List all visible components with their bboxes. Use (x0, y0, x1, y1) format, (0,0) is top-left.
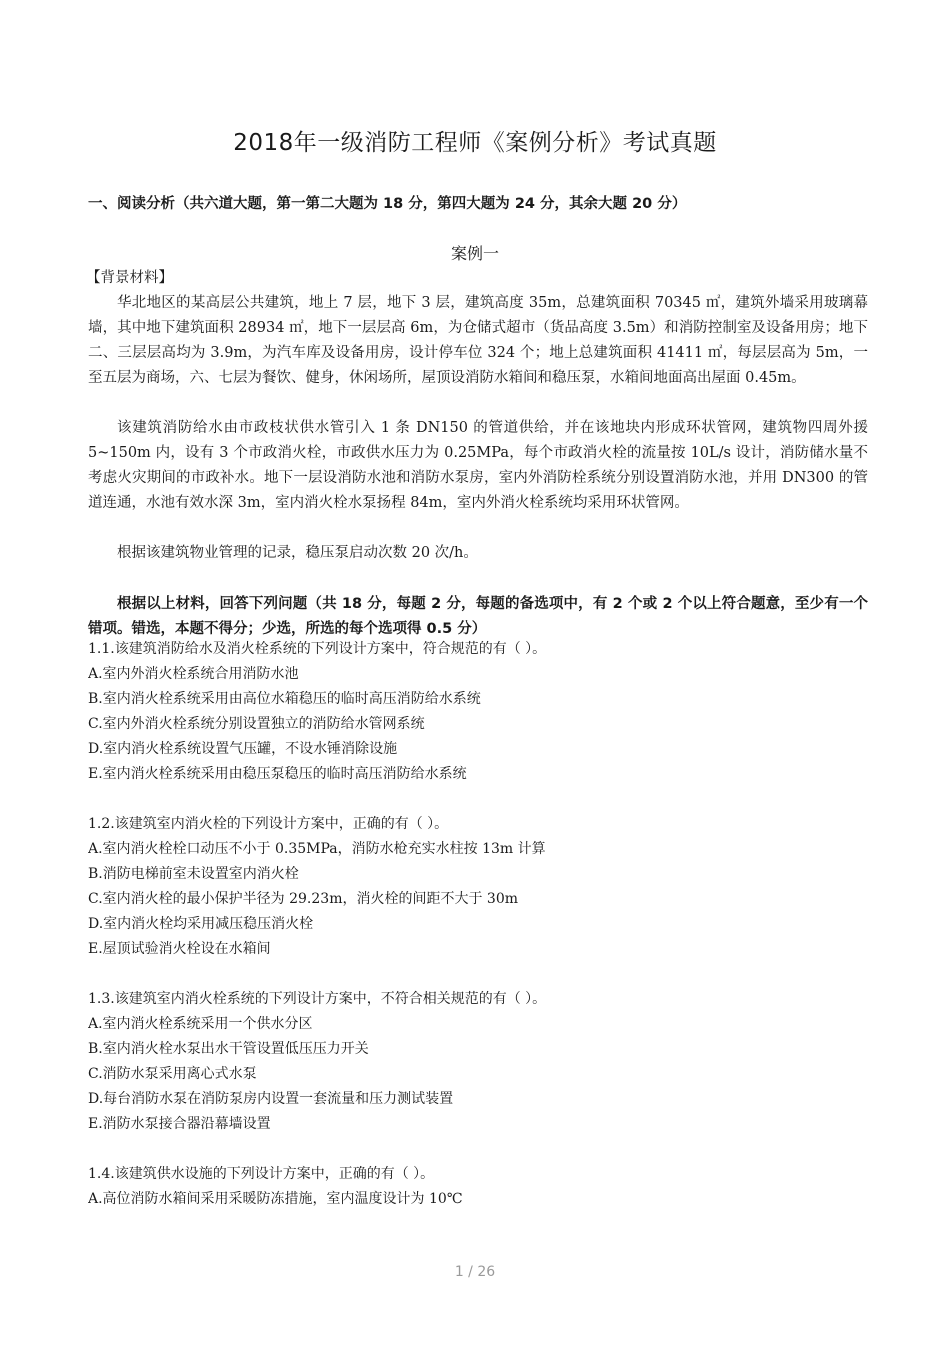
answer-option: D.室内消火栓系统设置气压罐，不设水锤消除设施 (88, 741, 398, 757)
page-title: 2018年一级消防工程师《案例分析》考试真题 (233, 130, 717, 156)
background-paragraph: 根据该建筑物业管理的记录，稳压泵启动次数 20 次/h。 (117, 545, 478, 561)
page-number: 1 / 26 (454, 1264, 496, 1280)
question-1-2 (88, 812, 868, 962)
question-instruction: 根据以上材料，回答下列问题（共 18 分，每题 2 分，每题的备选项中，有 2 个或 2 个以上符合题意，至少有一个错项。错选，本题不得分；少选，所选的每个选项得 0.5 分） (88, 596, 868, 637)
background-paragraph: 华北地区的某高层公共建筑，地上 7 层，地下 3 层，建筑高度 35m，总建筑面积 70345 ㎡，建筑外墙采用玻璃幕墙，其中地下建筑面积 28934 ㎡，地下一层层高 6m，为仓储式超市（货品高度 3.5m）和消防控制室及设备用房；地下二、三层层高均为 3.9m，为汽车库及设备用房，设计停车位 324 个；地上总建筑面积 41411 ㎡，每层层高为 5m，一至五层为商场，六、七层为餐饮、健身，休闲场所，屋顶设消防水箱间和稳压泵，水箱间地面高出屋面 0.45m。 (88, 295, 868, 386)
background-paragraph: 该建筑消防给水由市政枝状供水管引入 1 条 DN150 的管道供给，并在该地块内形成环状管网，建筑物四周外援 5~150m 内，设有 3 个市政消火栓，市政供水压力为 0.25MPa，每个市政消火栓的流量按 10L/s 设计，消防储水量不考虑火灾期间的市政补水。地下一层设消防水池和消防水泵房，室内外消防栓系统分别设置消防水池，并用 DN300 的管道连通，水池有效水深 3m，室内消火栓水泵扬程 84m，室内外消火栓系统均采用环状管网。 (88, 420, 868, 511)
answer-option: A.室内消火栓栓口动压不小于 0.35MPa，消防水枪充实水柱按 13m 计算 (88, 841, 546, 857)
answer-option: E.屋顶试验消火栓设在水箱间 (88, 941, 271, 957)
question-1-3 (88, 987, 868, 1137)
answer-option: A.室内外消火栓系统合用消防水池 (88, 666, 299, 682)
question-stem: 1.1.该建筑消防给水及消火栓系统的下列设计方案中，符合规范的有（ ）。 (88, 641, 547, 657)
answer-option: C.室内外消火栓系统分别设置独立的消防给水管网系统 (88, 716, 425, 732)
answer-option: A.室内消火栓系统采用一个供水分区 (88, 1016, 313, 1032)
case-title: 案例一 (450, 244, 499, 263)
answer-option: B.室内消火栓水泵出水干管设置低压压力开关 (88, 1041, 369, 1057)
question-1-4 (88, 1162, 868, 1212)
question-stem: 1.4.该建筑供水设施的下列设计方案中，正确的有（ ）。 (88, 1166, 435, 1182)
answer-option: D.室内消火栓均采用减压稳压消火栓 (88, 916, 314, 932)
question-stem: 1.2.该建筑室内消火栓的下列设计方案中，正确的有（ ）。 (88, 816, 449, 832)
background-label: 【背景材料】 (86, 270, 173, 286)
answer-option: D.每台消防水泵在消防泵房内设置一套流量和压力测试装置 (88, 1091, 454, 1107)
answer-option: B.室内消火栓系统采用由高位水箱稳压的临时高压消防给水系统 (88, 691, 481, 707)
answer-option: C.消防水泵采用离心式水泵 (88, 1066, 257, 1082)
question-stem: 1.3.该建筑室内消火栓系统的下列设计方案中，不符合相关规范的有（ ）。 (88, 991, 547, 1007)
answer-option: E.消防水泵接合器沿幕墙设置 (88, 1116, 271, 1132)
answer-option: A.高位消防水箱间采用采暖防冻措施，室内温度设计为 10℃ (88, 1191, 463, 1207)
answer-option: C.室内消火栓的最小保护半径为 29.23m，消火栓的间距不大于 30m (88, 891, 519, 907)
question-1-1 (88, 637, 868, 787)
answer-option: E.室内消火栓系统采用由稳压泵稳压的临时高压消防给水系统 (88, 766, 467, 782)
section-heading: 一、阅读分析（共六道大题，第一第二大题为 18 分，第四大题为 24 分，其余大题 20 分） (88, 196, 687, 212)
answer-option: B.消防电梯前室未设置室内消火栓 (88, 866, 299, 882)
